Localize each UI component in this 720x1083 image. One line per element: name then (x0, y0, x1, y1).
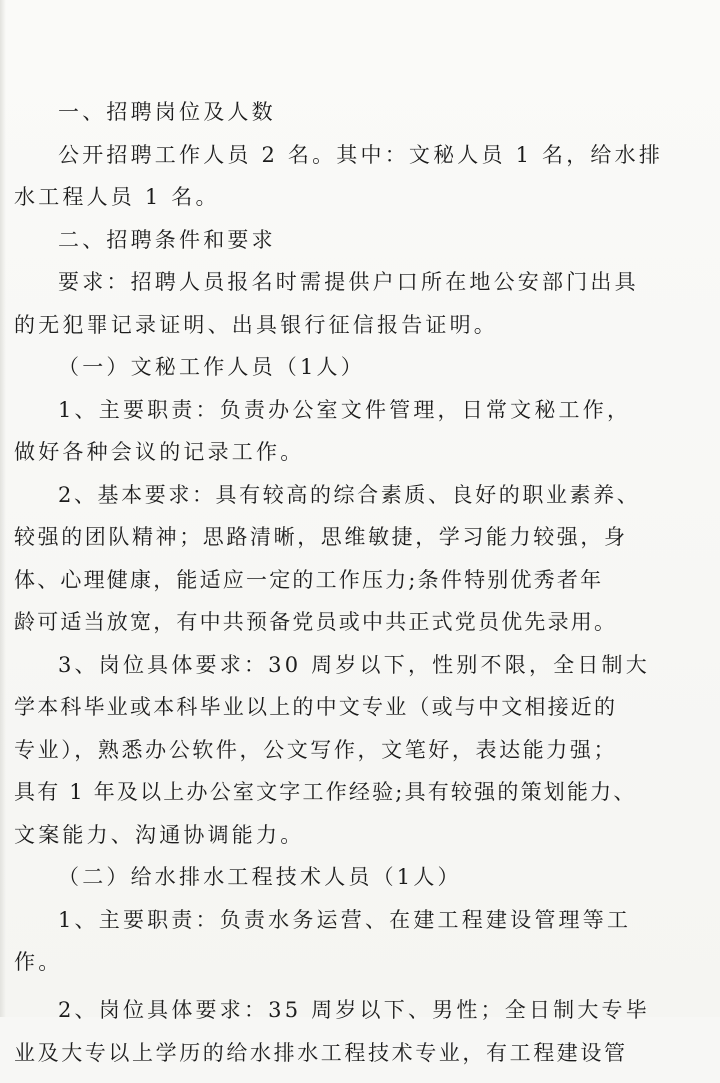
section-heading-requirements: 二、招聘条件和要求 (14, 228, 604, 271)
paragraph-line: 1、主要职责：负责水务运营、在建工程建设管理等工 (14, 908, 604, 951)
paragraph-line: 体、心理健康，能适应一定的工作压力;条件特别优秀者年 (14, 568, 604, 611)
paragraph-line: 做好各种会议的记录工作。 (14, 440, 604, 483)
paragraph-line: 业及大专以上学历的给水排水工程技术专业，有工程建设管 (14, 1041, 604, 1083)
paragraph-line: 2、基本要求：具有较高的综合素质、良好的职业素养、 (14, 483, 604, 526)
paragraph-line: 2、岗位具体要求：35 周岁以下、男性；全日制大专毕 (14, 998, 604, 1041)
section-heading-positions: 一、招聘岗位及人数 (14, 100, 604, 143)
paragraph-line: 公开招聘工作人员 2 名。其中：文秘人员 1 名，给水排 (14, 143, 604, 186)
paragraph-line: 要求：招聘人员报名时需提供户口所在地公安部门出具 (14, 270, 604, 313)
subsection-heading-water-engineering: （二）给水排水工程技术人员（1人） (14, 865, 604, 908)
paragraph-line: 较强的团队精神；思路清晰，思维敏捷，学习能力较强，身 (14, 525, 604, 568)
paragraph-line: 水工程人员 1 名。 (14, 185, 604, 228)
paragraph-line: 文案能力、沟通协调能力。 (14, 823, 604, 866)
scan-edge-shadow (0, 0, 6, 1017)
paragraph-line: 作。 (14, 950, 604, 998)
paragraph-line: 学本科毕业或本科毕业以上的中文专业（或与中文相接近的 (14, 695, 604, 738)
paragraph-line: 3、岗位具体要求：30 周岁以下，性别不限，全日制大 (14, 653, 604, 696)
document-body (14, 100, 604, 1083)
paragraph-line: 专业），熟悉办公软件，公文写作，文笔好，表达能力强； (14, 738, 604, 781)
paragraph-line: 龄可适当放宽，有中共预备党员或中共正式党员优先录用。 (14, 610, 604, 653)
paragraph-line: 1、主要职责：负责办公室文件管理，日常文秘工作， (14, 398, 604, 441)
paragraph-line: 具有 1 年及以上办公室文字工作经验;具有较强的策划能力、 (14, 780, 604, 823)
subsection-heading-secretary: （一）文秘工作人员（1人） (14, 355, 604, 398)
paragraph-line: 的无犯罪记录证明、出具银行征信报告证明。 (14, 313, 604, 356)
